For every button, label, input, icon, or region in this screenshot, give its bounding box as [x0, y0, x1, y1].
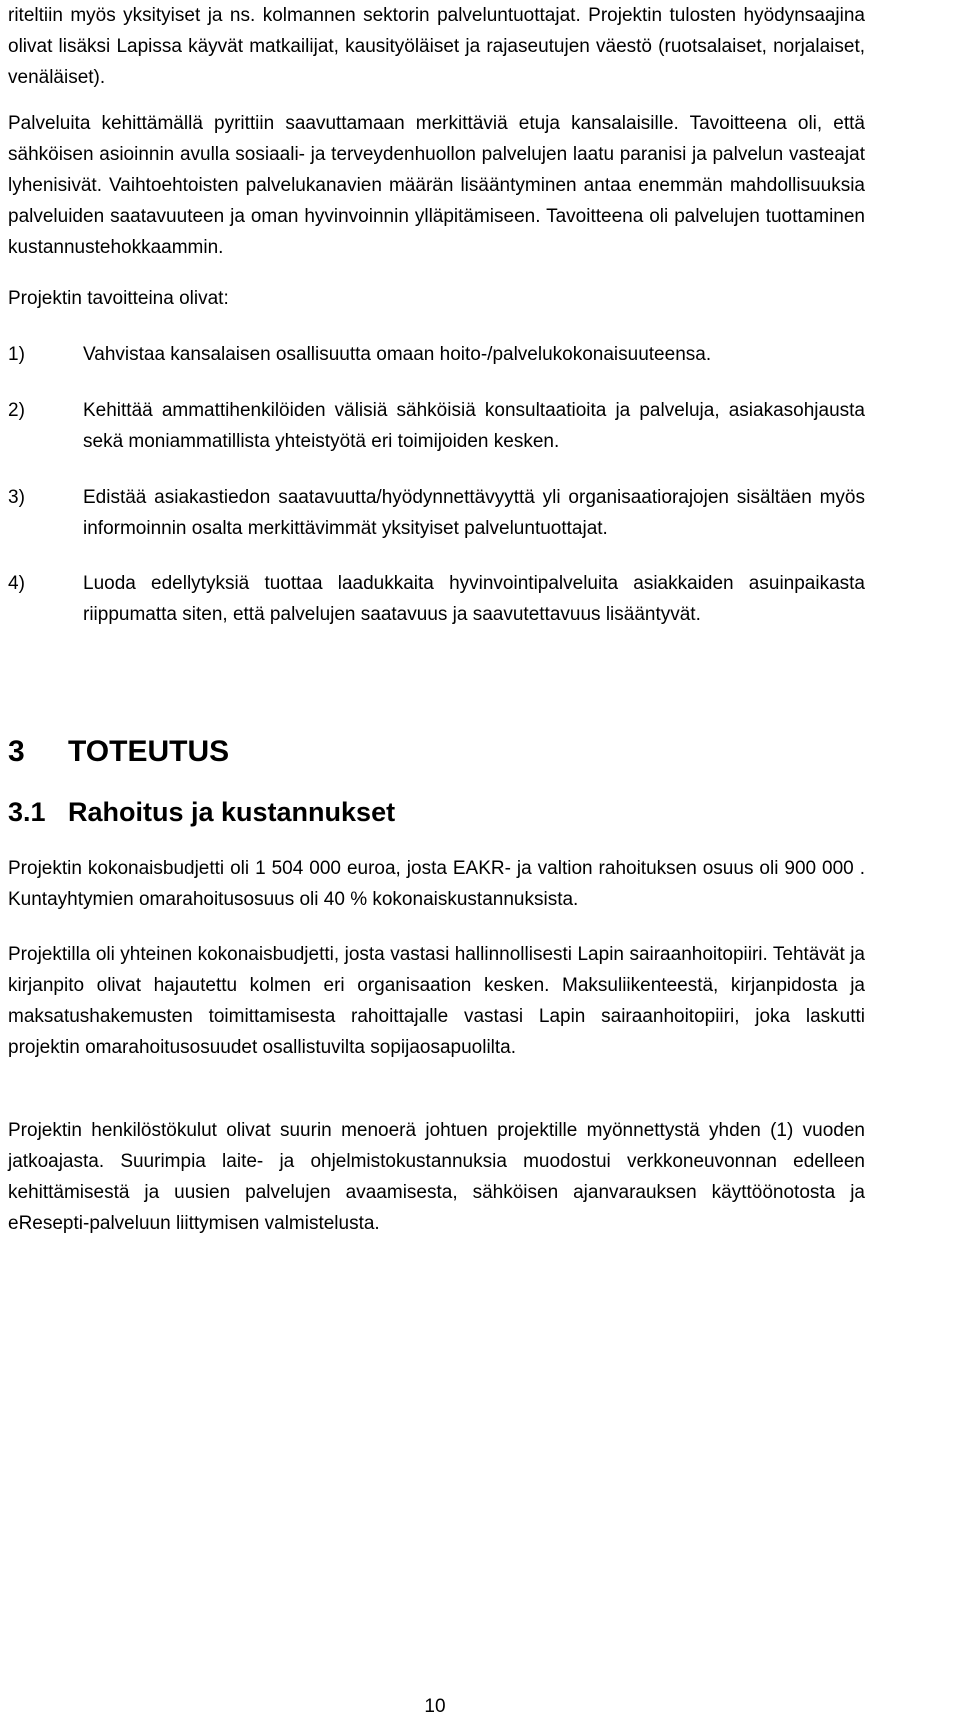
goal-text: Edistää asiakastiedon saatavuutta/hyödynnettävyyttä yli organisaatiorajojen sisältäen myös informoinnin osalta merkittävimmät yksityiset palveluntuottajat.	[83, 487, 865, 539]
section-number: 3	[8, 735, 25, 768]
section-title: TOTEUTUS	[68, 735, 230, 768]
subsection-number: 3.1	[8, 797, 46, 827]
goal-number: 4)	[8, 573, 25, 594]
paragraph-goals-intro: Projektin tavoitteina olivat:	[8, 288, 229, 309]
goal-text: Vahvistaa kansalaisen osallisuutta omaan hoito-/palvelukokonaisuuteensa.	[83, 344, 712, 365]
paragraph-costs: Projektin henkilöstökulut olivat suurin menoerä johtuen projektille myönnettystä yhden (1) vuoden jatkoajasta. Suurimpia laite- ja ohjelmistokustannuksia muodostui verkkoneuvonnan edelleen kehittämisestä ja uusien palvelujen avaamisesta, sähköisen ajanvarauksen käyttöönotosta ja eResepti-palveluun liittymisen valmistelusta.	[8, 1120, 865, 1234]
subsection-heading	[8, 795, 395, 829]
paragraph-target-groups: riteltiin myös yksityiset ja ns. kolmannen sektorin palveluntuottajat. Projektin tulosten hyödynsaajina olivat lisäksi Lapissa käyvät matkailijat, kausityöläiset ja rajaseutujen väestö (ruotsalaiset, norjalaiset, venäläiset).	[8, 5, 865, 88]
section-heading	[8, 734, 229, 770]
goal-number: 2)	[8, 400, 25, 421]
goal-number: 3)	[8, 487, 25, 508]
subsection-title: Rahoitus ja kustannukset	[68, 797, 396, 827]
paragraph-aims: Palveluita kehittämällä pyrittiin saavuttamaan merkittäviä etuja kansalaisille. Tavoitteena oli, että sähköisen asioinnin avulla sosiaali- ja terveydenhuollon palvelujen laatu paranisi ja palvelun vasteajat lyhenisivät. Vaihtoehtoisten palvelukanavien määrän lisääntyminen antaa enemmän mahdollisuuksia palveluiden saatavuuteen ja oman hyvinvoinnin ylläpitämiseen. Tavoitteena oli palvelujen tuottaminen kustannustehokkaammin.	[8, 113, 865, 258]
page-number: 10	[424, 1696, 446, 1717]
paragraph-budget: Projektin kokonaisbudjetti oli 1 504 000 euroa, josta EAKR- ja valtion rahoituksen osuus oli 900 000 . Kuntayhtymien omarahoitusosuus oli 40 % kokonaiskustannuksista.	[8, 858, 865, 910]
goal-text: Luoda edellytyksiä tuottaa laadukkaita hyvinvointipalveluita asiakkaiden asuinpaikasta riippumatta siten, että palvelujen saatavuus ja saavutettavuus lisääntyvät.	[83, 573, 865, 625]
paragraph-administration: Projektilla oli yhteinen kokonaisbudjetti, josta vastasi hallinnollisesti Lapin sairaanhoitopiiri. Tehtävät ja kirjanpito olivat hajautettu kolmen eri organisaation kesken. Maksuliikenteestä, kirjanpidosta ja maksatushakemusten toimittamisesta rahoittajalle vastasi Lapin sairaanhoitopiiri, joka laskutti projektin omarahoitusosuudet osallistuvilta sopijaosapuolilta.	[8, 944, 865, 1058]
goal-text: Kehittää ammattihenkilöiden välisiä sähköisiä konsultaatioita ja palveluja, asiakasohjausta sekä moniammatillista yhteistyötä eri toimijoiden kesken.	[83, 400, 865, 452]
goal-number: 1)	[8, 344, 25, 365]
